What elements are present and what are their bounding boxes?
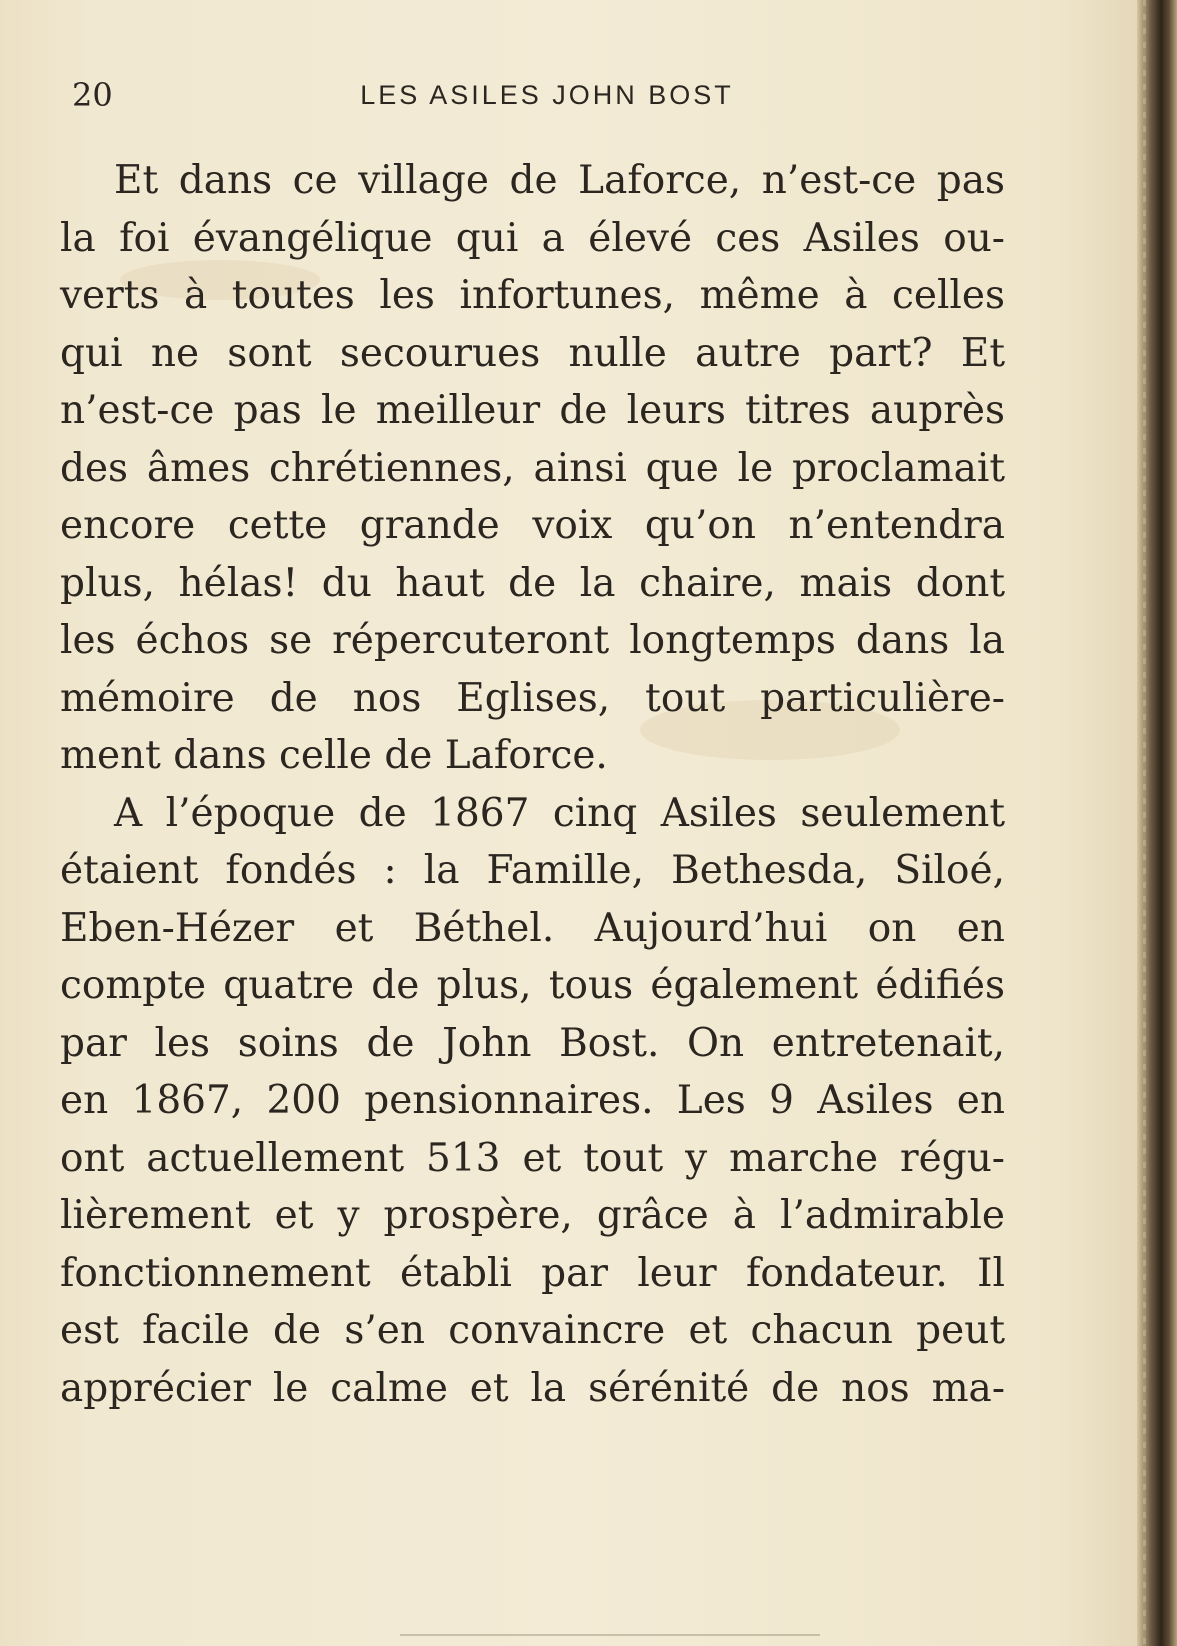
running-head: LES ASILES JOHN BOST	[360, 80, 734, 110]
text-line: mémoire de nos Eglises, tout particulière-	[60, 675, 1005, 721]
paragraph	[60, 785, 1005, 1418]
text-line: apprécier le calme et la sérénité de nos ma-	[60, 1365, 1005, 1411]
text-line: Et dans ce village de Laforce, n’est-ce pas	[114, 158, 1005, 203]
text-line: ont actuellement 513 et tout y marche régu-	[60, 1135, 1005, 1181]
page-bottom-mark	[400, 1634, 820, 1636]
text-line: par les soins de John Bost. On entretenait,	[60, 1020, 1005, 1066]
page-number: 20	[72, 76, 113, 114]
text-line: encore cette grande voix qu’on n’entendra	[60, 503, 1005, 548]
text-line: fonctionnement établi par leur fondateur. Il	[60, 1250, 1005, 1296]
paragraph	[60, 152, 1005, 785]
text-line: est facile de s’en convaincre et chacun peut	[60, 1308, 1005, 1353]
text-line: Eben-Hézer et Béthel. Aujourd’hui on en	[60, 905, 1005, 951]
text-line: les échos se répercuteront longtemps dans la	[60, 618, 1005, 663]
text-line: plus, hélas! du haut de la chaire, mais dont	[60, 560, 1005, 606]
body-text	[60, 152, 1005, 1417]
book-binding-edge	[1137, 0, 1177, 1646]
text-line: la foi évangélique qui a élevé ces Asiles ou-	[60, 215, 1005, 261]
text-line: qui ne sont secourues nulle autre part? Et	[60, 330, 1005, 376]
text-line: verts à toutes les infortunes, même à celles	[60, 273, 1005, 318]
text-line: lièrement et y prospère, grâce à l’admirable	[60, 1193, 1005, 1238]
text-line: n’est-ce pas le meilleur de leurs titres auprès	[60, 388, 1005, 433]
page-header	[72, 76, 992, 116]
text-line: en 1867, 200 pensionnaires. Les 9 Asiles en	[60, 1078, 1005, 1123]
text-line: compte quatre de plus, tous également édifiés	[60, 963, 1005, 1008]
text-line: A l’époque de 1867 cinq Asiles seulement	[114, 790, 1005, 836]
text-line: des âmes chrétiennes, ainsi que le proclamait	[60, 445, 1005, 491]
text-line: ment dans celle de Laforce.	[60, 733, 608, 778]
text-line: étaient fondés : la Famille, Bethesda, Siloé,	[60, 848, 1005, 893]
